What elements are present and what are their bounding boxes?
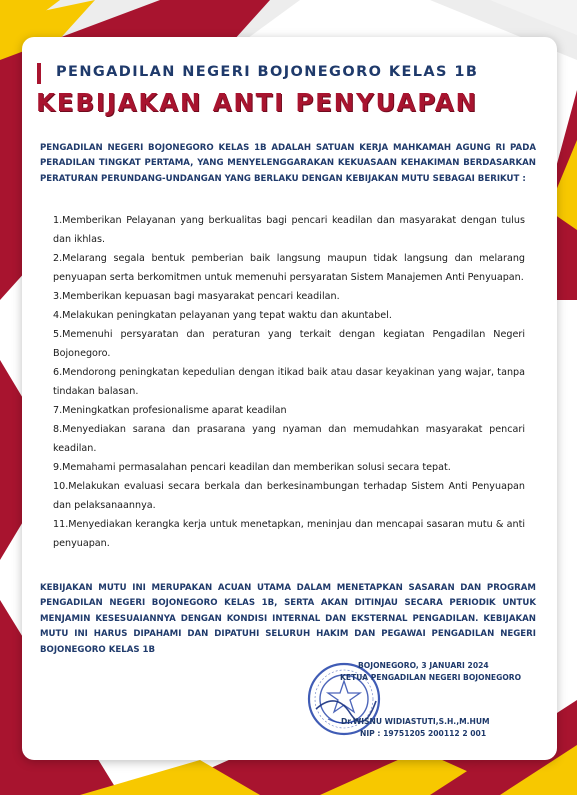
signature-block [300, 655, 545, 745]
policy-item-7: 7.Meningkatkan profesionalisme aparat keadilan [53, 405, 287, 416]
policy-item-3: 3.Memberikan kepuasan bagi masyarakat pencari keadilan. [53, 291, 340, 302]
policy-item-8: 8.Menyediakan sarana dan prasarana yang nyaman dan memudahkan masyarakat pencari keadilan. [53, 424, 525, 454]
organization-title: PENGADILAN NEGERI BOJONEGORO KELAS 1B [56, 64, 479, 80]
policy-list [53, 211, 525, 553]
signature-title: KETUA PENGADILAN NEGERI BOJONEGORO [340, 673, 522, 682]
signature-date: BOJONEGORO, 3 JANUARI 2024 [358, 661, 489, 670]
page-title: KEBIJAKAN ANTI PENYUAPAN [36, 88, 478, 117]
policy-item-5: 5.Memenuhi persyaratan dan peraturan yang terkait dengan kegiatan Pengadilan Negeri Bojonegoro. [53, 329, 525, 359]
policy-item-10: 10.Melakukan evaluasi secara berkala dan berkesinambungan terhadap Sistem Anti Penyuapan dan pelaksanaannya. [53, 481, 525, 511]
policy-item-1: 1.Memberikan Pelayanan yang berkualitas bagi pencari keadilan dan masyarakat dengan tulus dan ikhlas. [53, 215, 525, 245]
policy-item-11: 11.Menyediakan kerangka kerja untuk menetapkan, meninjau dan mencapai sasaran mutu & anti penyuapan. [53, 519, 525, 549]
policy-item-9: 9.Memahami permasalahan pencari keadilan dan memberikan solusi secara tepat. [53, 462, 451, 473]
title-accent-bar [37, 63, 41, 84]
signature-name: Dr.WISNU WIDIASTUTI,S.H.,M.HUM [341, 717, 490, 726]
policy-item-2: 2.Melarang segala bentuk pemberian baik langsung maupun tidak langsung dan melarang penyuapan serta berkomitmen untuk memenuhi persyaratan Sistem Manajemen Anti Penyuapan. [53, 253, 525, 283]
closing-paragraph: KEBIJAKAN MUTU INI MERUPAKAN ACUAN UTAMA DALAM MENETAPKAN SASARAN DAN PROGRAM PENGADILAN NEGERI BOJONEGORO KELAS 1B, SERTA AKAN DITINJAU SECARA PERIODIK UNTUK MENJAMIN KESESUAIANNYA DENGAN KONDISI INTERNAL DAN EKSTERNAL PENGADILAN. KEBIJAKAN MUTU INI HARUS DIPAHAMI DAN DIPATUHI SELURUH HAKIM DAN PEGAWAI PENGADILAN NEGERI BOJONEGORO KELAS 1B [40, 583, 536, 655]
policy-item-6: 6.Mendorong peningkatan kepedulian dengan itikad baik atau dasar keyakinan yang wajar, tanpa tindakan balasan. [53, 367, 525, 397]
intro-paragraph: PENGADILAN NEGERI BOJONEGORO KELAS 1B ADALAH SATUAN KERJA MAHKAMAH AGUNG RI PADA PERADILAN TINGKAT PERTAMA, YANG MENYELENGGARAKAN KEKUASAAN KEHAKIMAN BERDASARKAN PERATURAN PERUNDANG-UNDANGAN YANG BERLAKU DENGAN KEBIJAKAN MUTU SEBAGAI BERIKUT : [40, 143, 536, 184]
policy-item-4: 4.Melakukan peningkatan pelayanan yang tepat waktu dan akuntabel. [53, 310, 392, 321]
signature-nip: NIP : 19751205 200112 2 001 [360, 729, 487, 738]
